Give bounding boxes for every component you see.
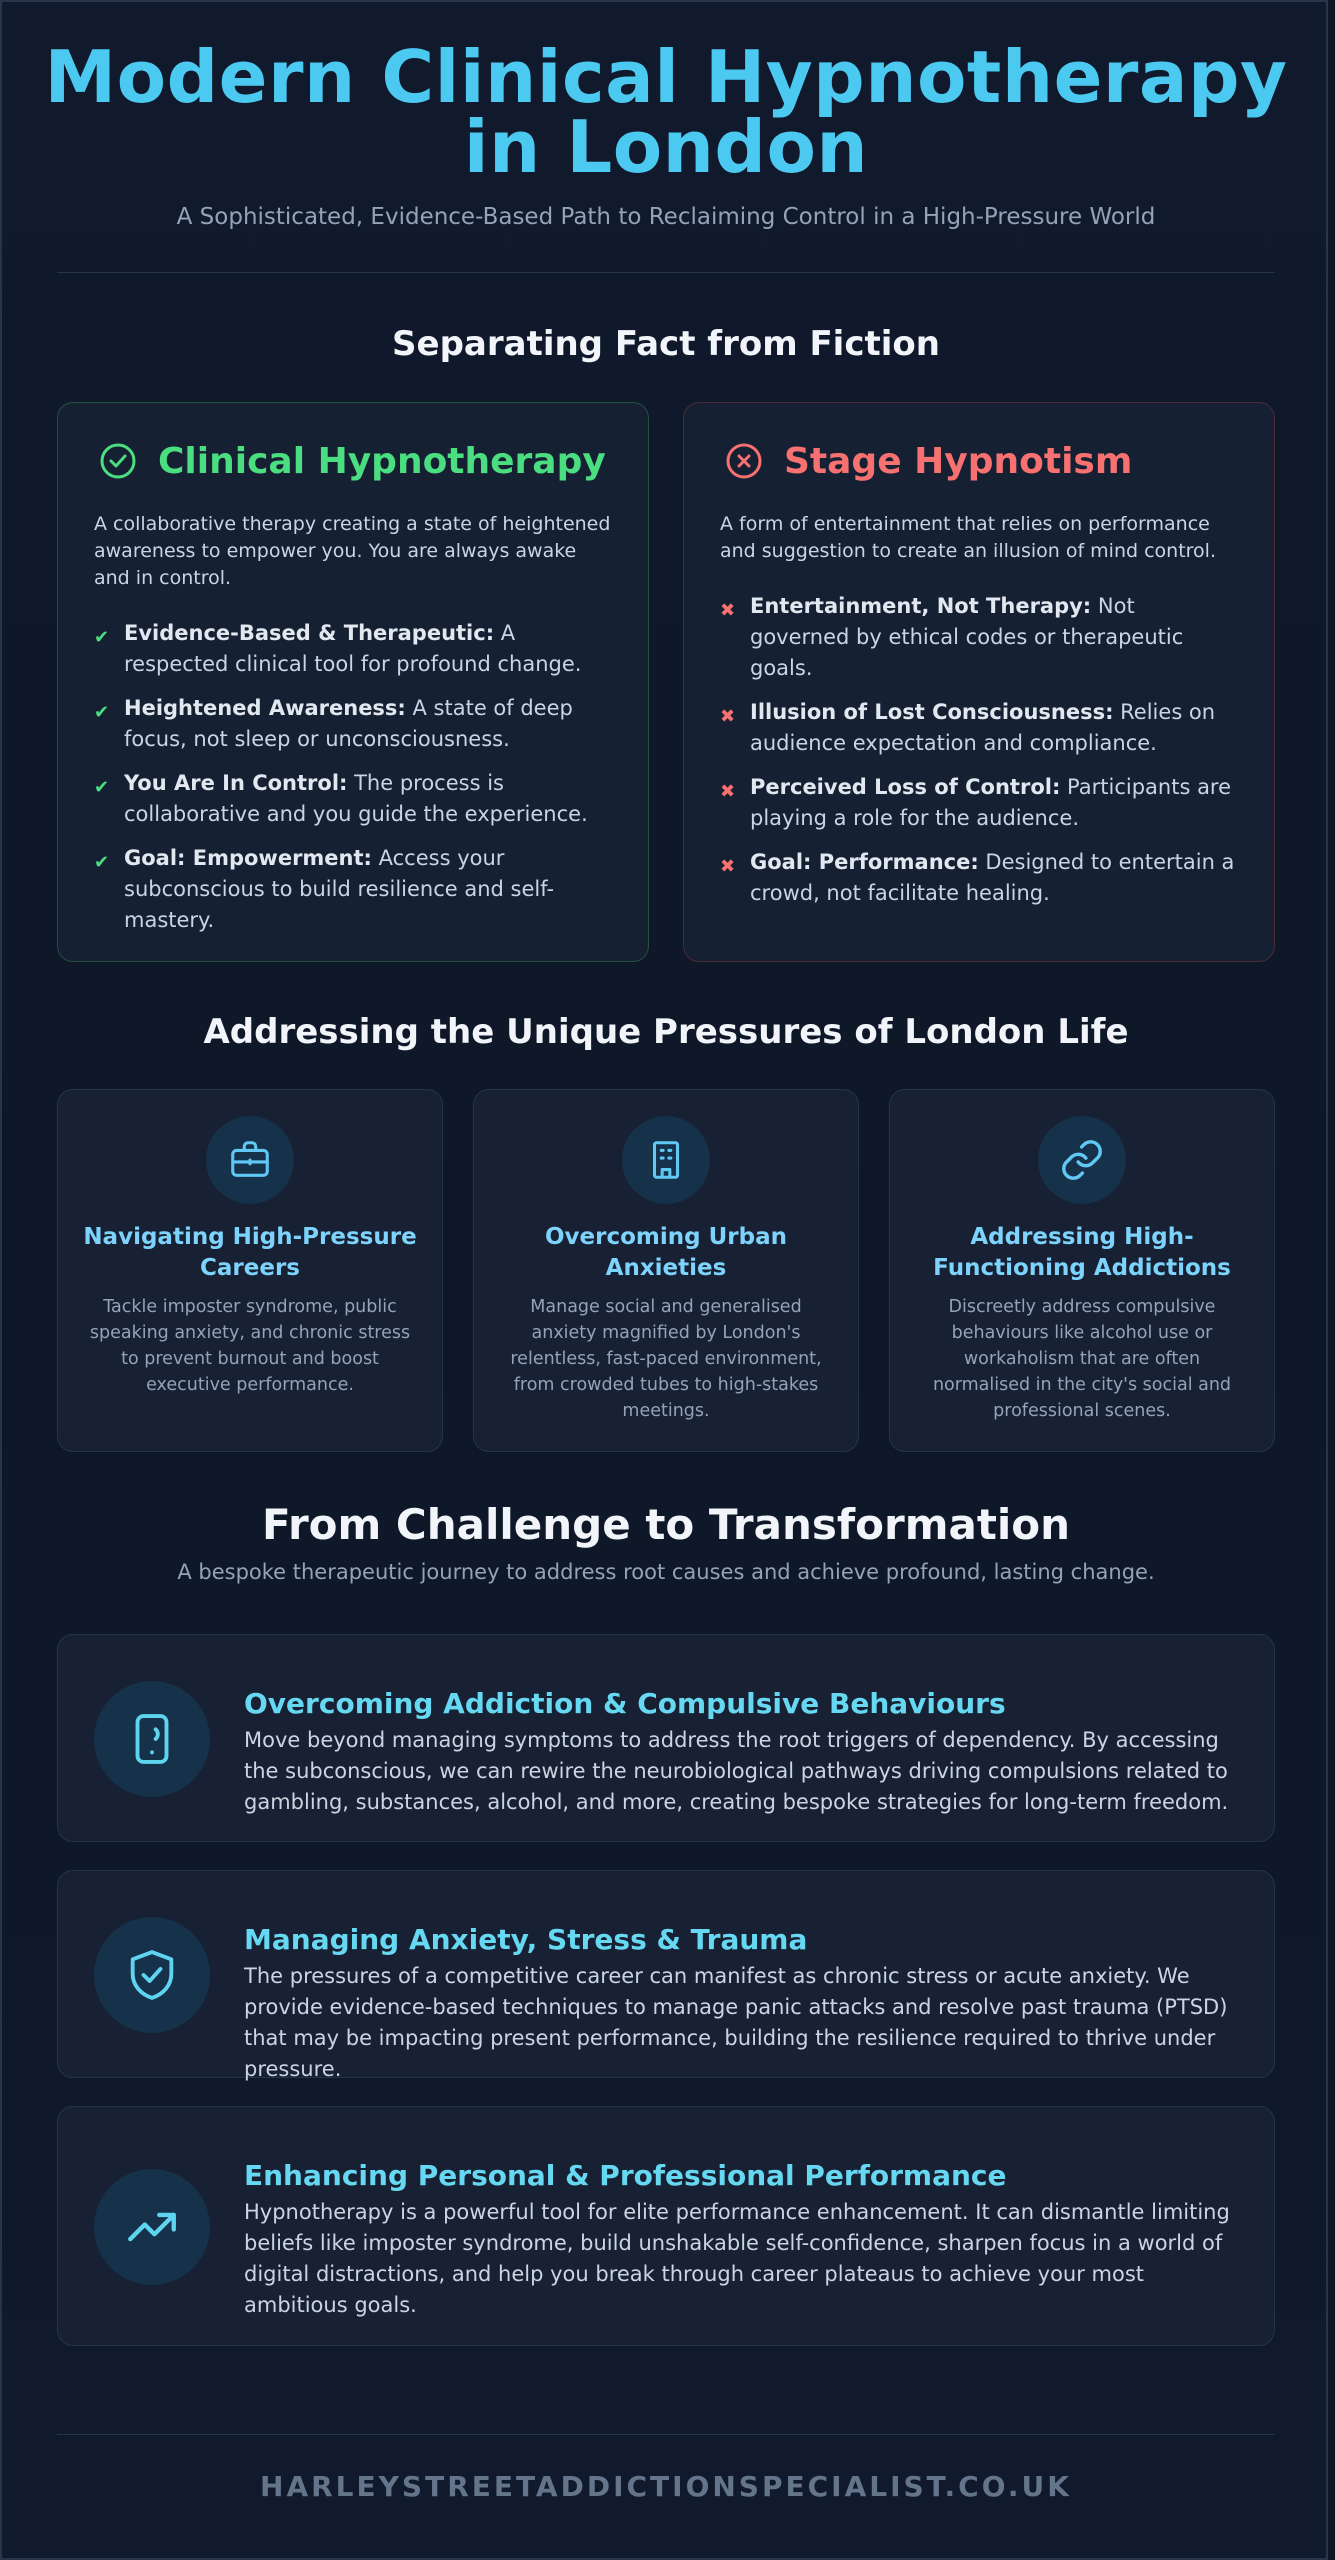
clinical-list bbox=[94, 618, 612, 936]
cross-mark-icon: ✖ bbox=[720, 856, 736, 877]
check-circle-icon bbox=[98, 441, 138, 481]
section-title-pressures: Addressing the Unique Pressures of London Life bbox=[203, 1012, 1129, 1052]
divider bbox=[57, 272, 1275, 273]
stage-heading: Stage Hypnotism bbox=[784, 440, 1133, 482]
pressure-heading: Navigating High-Pressure Careers bbox=[83, 1224, 417, 1281]
clinical-intro: A collaborative therapy creating a state of heightened awareness to empower you. You are always awake and in control. bbox=[94, 513, 611, 589]
pressure-card-urban bbox=[473, 1089, 859, 1452]
list-item: ✔ You Are In Control: The process is collaborative and you guide the experience. bbox=[94, 768, 612, 830]
list-item: ✔ Heightened Awareness: A state of deep focus, not sleep or unconsciousness. bbox=[94, 693, 612, 755]
transformation-text: The pressures of a competitive career can manifest as chronic stress or acute anxiety. We provide evidence-based techniques to manage panic attacks and resolve past trauma (PTSD) that may be impacting present performance, building the resilience required to thrive under pressure. bbox=[244, 1964, 1228, 2081]
list-item: ✖ Entertainment, Not Therapy: Not governed by ethical codes or therapeutic goals. bbox=[720, 591, 1238, 684]
cross-mark-icon: ✖ bbox=[720, 781, 736, 802]
section-title-fact-fiction: Separating Fact from Fiction bbox=[392, 324, 940, 364]
cross-mark-icon: ✖ bbox=[720, 600, 736, 621]
cross-mark-icon: ✖ bbox=[720, 706, 736, 727]
section-subtitle-transformation: A bespoke therapeutic journey to address root causes and achieve profound, lasting change. bbox=[177, 1560, 1155, 1584]
list-item: ✖ Perceived Loss of Control: Participants are playing a role for the audience. bbox=[720, 772, 1238, 834]
divider bbox=[57, 2434, 1275, 2435]
pressure-text: Tackle imposter syndrome, public speaking anxiety, and chronic stress to prevent burnout and boost executive performance. bbox=[89, 1297, 411, 1395]
check-mark-icon: ✔ bbox=[94, 627, 110, 648]
pressure-card-addictions bbox=[889, 1089, 1275, 1452]
section-title-transformation: From Challenge to Transformation bbox=[261, 1500, 1071, 1549]
transformation-heading: Managing Anxiety, Stress & Trauma bbox=[244, 1923, 808, 1956]
list-item: ✖ Illusion of Lost Consciousness: Relies on audience expectation and compliance. bbox=[720, 697, 1238, 759]
transformation-text: Hypnotherapy is a powerful tool for elite performance enhancement. It can dismantle limiting beliefs like imposter syndrome, build unshakable self-confidence, sharpen focus in a world of digital distractions, and help you break through career plateaus to achieve your most ambitious goals. bbox=[244, 2200, 1230, 2317]
transformation-card-addiction bbox=[57, 1634, 1275, 1842]
x-circle-icon bbox=[724, 441, 764, 481]
footer-website: HARLEYSTREETADDICTIONSPECIALIST.CO.UK bbox=[260, 2470, 1072, 2503]
page-subtitle: A Sophisticated, Evidence-Based Path to Reclaiming Control in a High-Pressure World bbox=[176, 204, 1156, 230]
clinical-hypnotherapy-card bbox=[57, 402, 649, 962]
check-mark-icon: ✔ bbox=[94, 702, 110, 723]
list-item: ✔ Goal: Empowerment: Access your subconscious to build resilience and self-mastery. bbox=[94, 843, 612, 936]
page-title bbox=[2, 35, 1330, 189]
transformation-card-performance bbox=[57, 2106, 1275, 2346]
phone-icon bbox=[123, 1710, 181, 1768]
transformation-heading: Overcoming Addiction & Compulsive Behaviours bbox=[244, 1687, 1006, 1720]
pressure-text: Manage social and generalised anxiety magnified by London's relentless, fast-paced environment, from crowded tubes to high-stakes meetings. bbox=[510, 1297, 822, 1421]
pressure-heading: Addressing High-Functioning Addictions bbox=[933, 1224, 1231, 1281]
building-icon bbox=[643, 1137, 689, 1183]
check-mark-icon: ✔ bbox=[94, 852, 110, 873]
check-mark-icon: ✔ bbox=[94, 777, 110, 798]
stage-intro: A form of entertainment that relies on performance and suggestion to create an illusion of mind control. bbox=[720, 513, 1217, 562]
pressure-heading: Overcoming Urban Anxieties bbox=[545, 1224, 787, 1281]
stage-list bbox=[720, 591, 1238, 909]
stage-hypnotism-card bbox=[683, 402, 1275, 962]
pressure-card-careers bbox=[57, 1089, 443, 1452]
transformation-text: Move beyond managing symptoms to address the root triggers of dependency. By accessing the subconscious, we can rewire the neurobiological pathways driving compulsions related to gambling, substances, alcohol, and more, creating bespoke strategies for long-term freedom. bbox=[244, 1728, 1229, 1814]
page-title-line-1: Modern Clinical Hypnotherapy bbox=[44, 35, 1288, 119]
link-icon bbox=[1059, 1137, 1105, 1183]
shield-check-icon bbox=[123, 1946, 181, 2004]
page-header bbox=[2, 35, 1330, 230]
clinical-heading: Clinical Hypnotherapy bbox=[158, 440, 606, 482]
transformation-card-anxiety bbox=[57, 1870, 1275, 2081]
transformation-heading: Enhancing Personal & Professional Performance bbox=[244, 2159, 1007, 2192]
briefcase-icon bbox=[227, 1137, 273, 1183]
pressure-text: Discreetly address compulsive behaviours like alcohol use or workaholism that are often normalised in the city's social and professional scenes. bbox=[932, 1297, 1232, 1421]
list-item: ✔ Evidence-Based & Therapeutic: A respected clinical tool for profound change. bbox=[94, 618, 612, 680]
page-title-line-2: in London bbox=[463, 105, 869, 189]
list-item: ✖ Goal: Performance: Designed to entertain a crowd, not facilitate healing. bbox=[720, 847, 1238, 909]
trending-up-icon bbox=[123, 2198, 181, 2256]
